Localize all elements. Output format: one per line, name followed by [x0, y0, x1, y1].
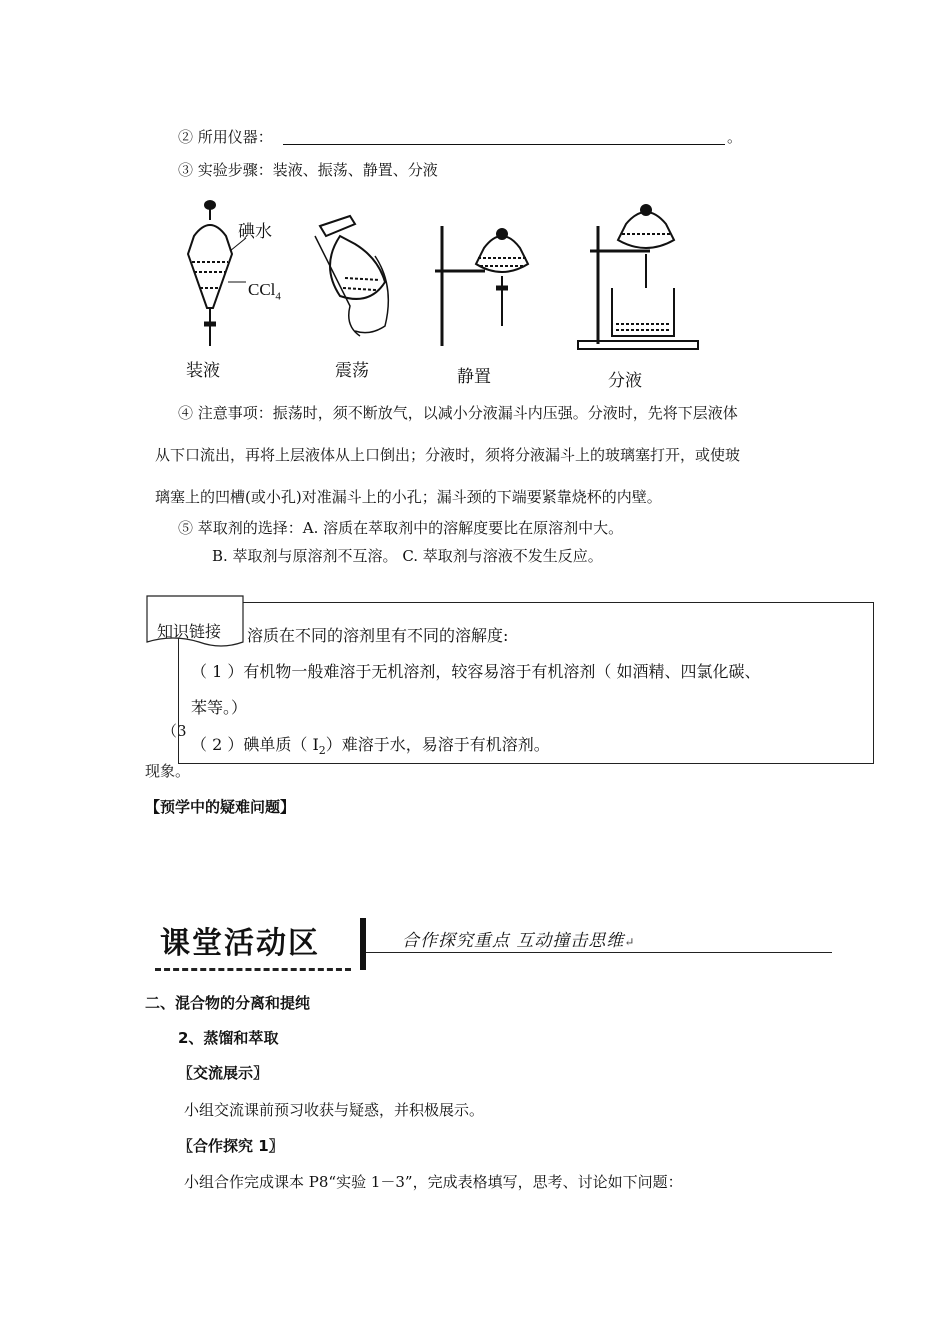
banner-subtitle: 合作探究重点 互动撞击思维↵ [402, 931, 636, 951]
knowledge-line3: 苯等。） [191, 698, 248, 717]
knowledge-tab-label: 知识链接 [157, 622, 222, 641]
coop-label: 〖合作探究 1〗 [178, 1137, 284, 1155]
label-step4: 分液 [608, 371, 642, 391]
label-step3: 静置 [457, 367, 491, 387]
choice-line2: B. 萃取剂与原溶剂不互溶。 C. 萃取剂与溶液不发生反应。 [212, 547, 603, 565]
banner-rule [366, 952, 832, 953]
section-heading: 二、混合物的分离和提纯 [145, 994, 311, 1012]
coop-text: 小组合作完成课本 P8“实验 1－3”，完成表格填写，思考、讨论如下问题： [184, 1173, 683, 1191]
instruments-label: ② 所用仪器： [178, 128, 273, 146]
label-iodine-water: 碘水 [238, 222, 272, 242]
label-step1: 装液 [186, 361, 220, 381]
knowledge-line1: 溶质在不同的溶剂里有不同的溶解度: [247, 626, 509, 645]
label-ccl4: CCl$_4$ [248, 280, 281, 303]
knowledge-tab [145, 592, 255, 656]
exchange-label: 〖交流展示〗 [178, 1064, 269, 1082]
funnel-step4 [578, 205, 698, 349]
instruments-end: 。 [727, 128, 743, 146]
behind-fragment: （3 [162, 722, 187, 740]
notes-line2: 从下口流出，再将上层液体从上口倒出；分液时，须将分液漏斗上的玻璃塞打开，或使玻 [155, 446, 741, 464]
notes-line3: 璃塞上的凹槽(或小孔)对准漏斗上的小孔；漏斗颈的下端要紧靠烧杯的内壁。 [155, 488, 662, 506]
funnel-step2 [315, 216, 388, 336]
exchange-text: 小组交流课前预习收获与疑惑，并积极展示。 [184, 1101, 485, 1119]
instruments-blank[interactable] [283, 144, 725, 145]
pre-study-heading: 【预学中的疑难问题】 [145, 798, 296, 816]
extraction-figure [180, 196, 720, 392]
steps-line: ③ 实验步骤：装液、振荡、静置、分液 [178, 161, 438, 179]
notes-line1: ④ 注意事项：振荡时，须不断放气，以减小分液漏斗内压强。分液时，先将下层液体 [178, 404, 738, 422]
knowledge-line2: （ 1 ）有机物一般难溶于无机溶剂，较容易溶于有机溶剂（ 如酒精、四氯化碳、 [191, 662, 761, 681]
knowledge-line4: （ 2 ）碘单质（ $I_2$）难溶于水，易溶于有机溶剂。 [191, 735, 550, 758]
banner-title: 课堂活动区 [160, 926, 320, 961]
section-subheading: 2、蒸馏和萃取 [178, 1029, 279, 1047]
choice-line1: ⑤ 萃取剂的选择：A. 溶质在萃取剂中的溶解度要比在原溶剂中大。 [178, 519, 624, 537]
banner-divider [360, 918, 366, 970]
funnel-step3 [435, 226, 528, 346]
instruments-line [178, 127, 273, 147]
label-step2: 震荡 [335, 361, 369, 381]
behind-line: 现象。 [145, 762, 191, 780]
banner-dash [155, 968, 351, 971]
